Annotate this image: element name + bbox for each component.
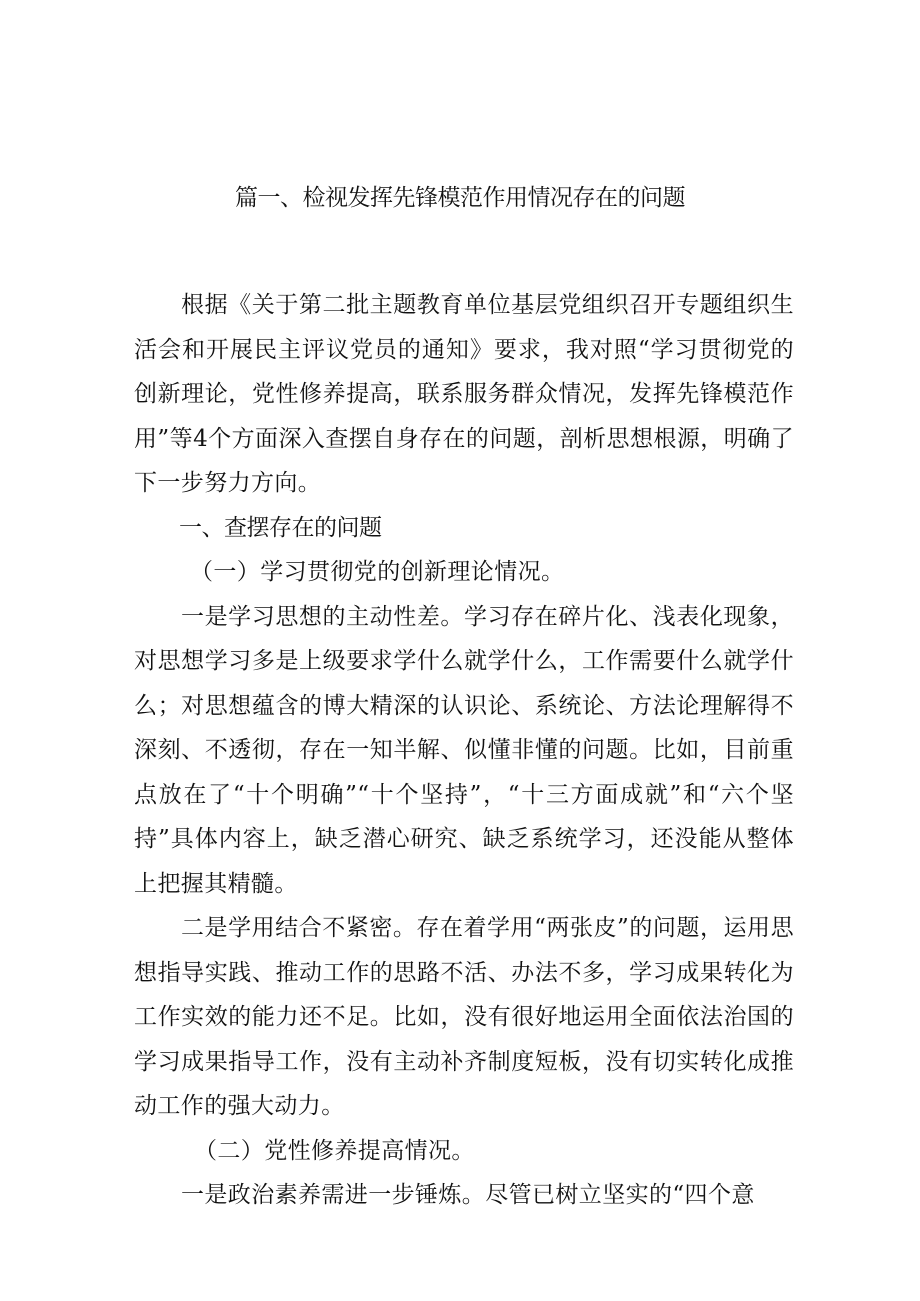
paragraph-study-application: 二是学用结合不紧密。存在着学用“两张皮”的问题，运用思想指导实践、推动工作的思路不活、办法不多，学习成果转化为工作实效的能力还不足。比如，没有很好地运用全面依法治国的学习成果指导工作，没有主动补齐制度短板，没有切实转化成推动工作的强大动力。 — [134, 915, 794, 1119]
section-heading: 一、查摆存在的问题 — [179, 514, 382, 541]
paragraph-study-initiative: 一是学习思想的主动性差。学习存在碎片化、浅表化现象，对思想学习多是上级要求学什么就学什么，工作需要什么就学什么；对思想蕴含的博大精深的认识论、系统论、方法论理解得不深刻、不透彻，存在一知半解、似懂非懂的问题。比如，目前重点放在了“十个明确”“十个坚持”，“十三方面成就”和“六个坚持”具体内容上，缺乏潜心研究、缺乏系统学习，还没能从整体上把握其精髓。 — [134, 603, 794, 897]
document-title: 篇一、检视发挥先锋模范作用情况存在的问题 — [235, 185, 685, 211]
subsection-heading-2: （二）党性修养提高情况。 — [194, 1137, 475, 1164]
paragraph-political-literacy: 一是政治素养需进一步锤炼。尽管已树立坚实的“四个意 — [181, 1182, 755, 1208]
subsection-heading-1: （一）学习贯彻党的创新理论情况。 — [190, 559, 565, 585]
intro-paragraph: 根据《关于第二批主题教育单位基层党组织召开专题组织生活会和开展民主评议党员的通知》要求，我对照“学习贯彻党的创新理论，党性修养提高，联系服务群众情况，发挥先锋模范作用”等4个方面深入查摆自身存在的问题，剖析思想根源，明确了下一步努力方向。 — [134, 292, 794, 496]
document-body — [134, 283, 794, 1218]
